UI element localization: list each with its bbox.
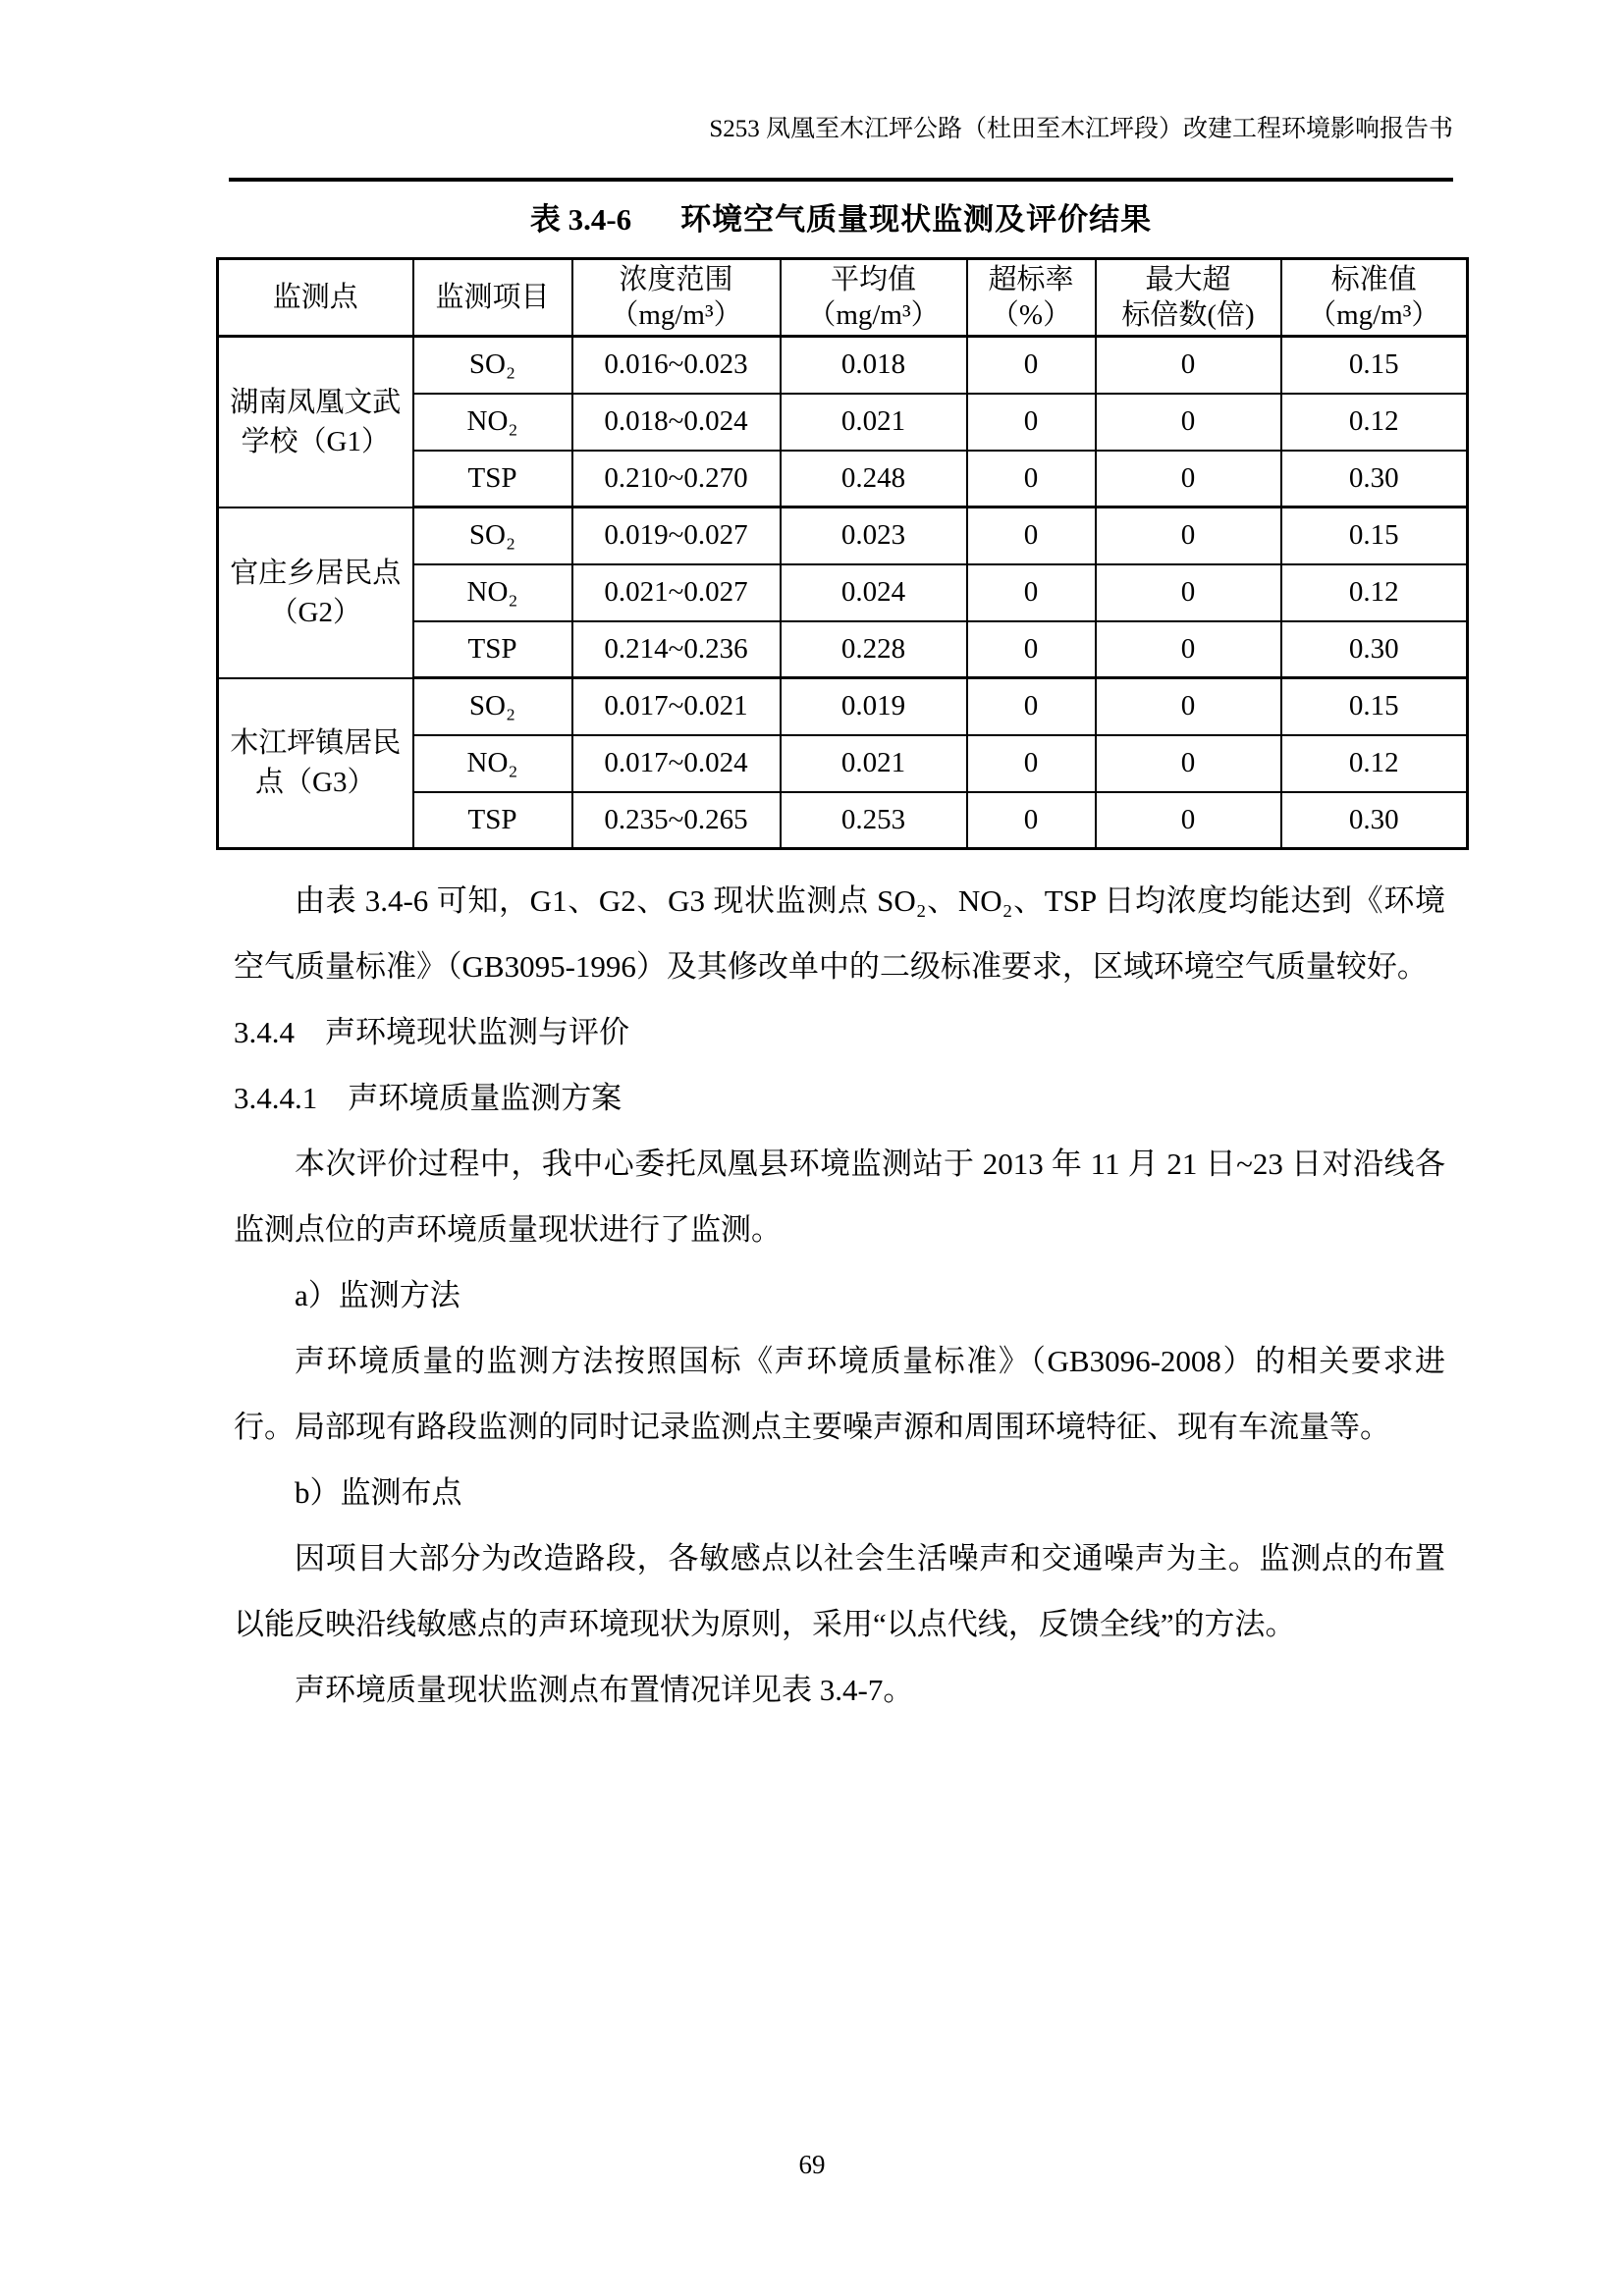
cell-item: SO₂ [413,507,572,564]
cell-average: 0.248 [781,451,967,507]
cell-max-exceed: 0 [1096,451,1281,507]
cell-range: 0.235~0.265 [572,792,781,849]
cell-max-exceed: 0 [1096,564,1281,621]
cell-exceed-rate: 0 [967,507,1096,564]
cell-exceed-rate: 0 [967,678,1096,735]
cell-standard: 0.15 [1281,337,1468,394]
page-number: 69 [798,2150,826,2179]
item-b-monitoring-points: b）监测布点 [295,1475,462,1510]
cell-standard: 0.12 [1281,735,1468,792]
cell-average: 0.228 [781,621,967,678]
cell-standard: 0.12 [1281,564,1468,621]
cell-standard: 0.15 [1281,507,1468,564]
cell-exceed-rate: 0 [967,337,1096,394]
cell-exceed-rate: 0 [967,394,1096,451]
cell-average: 0.019 [781,678,967,735]
col-header-site: 监测点 [218,259,413,337]
cell-max-exceed: 0 [1096,337,1281,394]
cell-average: 0.253 [781,792,967,849]
cell-exceed-rate: 0 [967,564,1096,621]
cell-range: 0.016~0.023 [572,337,781,394]
col-header-standard: 标准值 （mg/m³） [1281,259,1468,337]
cell-exceed-rate: 0 [967,621,1096,678]
running-header: S253 凤凰至木江坪公路（杜田至木江坪段）改建工程环境影响报告书 [709,116,1453,142]
table-row [218,337,1468,394]
heading-3-4-4-1: 3.4.4.1 声环境质量监测方案 [234,1081,623,1115]
cell-exceed-rate: 0 [967,735,1096,792]
cell-range: 0.021~0.027 [572,564,781,621]
cell-standard: 0.30 [1281,621,1468,678]
cell-average: 0.024 [781,564,967,621]
col-header-item: 监测项目 [413,259,572,337]
cell-range: 0.019~0.027 [572,507,781,564]
cell-max-exceed: 0 [1096,621,1281,678]
cell-item: SO₂ [413,337,572,394]
heading-3-4-4: 3.4.4 声环境现状监测与评价 [234,1015,629,1049]
paragraph-air-quality-conclusion: 由表 3.4-6 可知，G1、G2、G3 现状监测点 SO₂、NO₂、TSP 日均浓度均能达到《环境空气质量标准》（GB3095-1996）及其修改单中的二级标准要求，区域环境空气质量较好。 [234,883,1445,984]
paragraph-noise-survey: 本次评价过程中，我中心委托凤凰县环境监测站于 2013 年 11 月 21 日~23 日对沿线各监测点位的声环境质量现状进行了监测。 [234,1147,1445,1247]
cell-standard: 0.15 [1281,678,1468,735]
table-caption-label: 表 3.4-6 [529,202,632,237]
cell-item: TSP [413,451,572,507]
cell-exceed-rate: 0 [967,451,1096,507]
cell-average: 0.018 [781,337,967,394]
paragraph-monitoring-points: 因项目大部分为改造路段，各敏感点以社会生活噪声和交通噪声为主。监测点的布置以能反映沿线敏感点的声环境现状为原则，采用“以点代线，反馈全线”的方法。 [234,1541,1445,1641]
cell-item: TSP [413,621,572,678]
cell-max-exceed: 0 [1096,792,1281,849]
body-text [234,868,1445,1723]
col-header-max-exceed: 最大超 标倍数(倍) [1096,259,1281,337]
cell-standard: 0.30 [1281,451,1468,507]
cell-range: 0.018~0.024 [572,394,781,451]
cell-max-exceed: 0 [1096,735,1281,792]
site-cell-g3: 木江坪镇居民点（G3） [218,678,413,849]
table-row [218,507,1468,564]
cell-max-exceed: 0 [1096,394,1281,451]
table-row [218,678,1468,735]
cell-average: 0.021 [781,735,967,792]
cell-range: 0.017~0.024 [572,735,781,792]
cell-item: NO₂ [413,564,572,621]
cell-item: TSP [413,792,572,849]
cell-max-exceed: 0 [1096,678,1281,735]
paragraph-monitoring-method: 声环境质量的监测方法按照国标《声环境质量标准》（GB3096-2008）的相关要求进行。局部现有路段监测的同时记录监测点主要噪声源和周围环境特征、现有车流量等。 [234,1344,1445,1444]
cell-standard: 0.12 [1281,394,1468,451]
col-header-average: 平均值 （mg/m³） [781,259,967,337]
cell-exceed-rate: 0 [967,792,1096,849]
paragraph-see-table: 声环境质量现状监测点布置情况详见表 3.4-7。 [295,1673,914,1707]
header-rule [229,178,1453,182]
cell-item: NO₂ [413,735,572,792]
cell-range: 0.017~0.021 [572,678,781,735]
cell-average: 0.021 [781,394,967,451]
cell-item: SO₂ [413,678,572,735]
cell-standard: 0.30 [1281,792,1468,849]
site-cell-g1: 湖南凤凰文武学校（G1） [218,337,413,507]
cell-max-exceed: 0 [1096,507,1281,564]
col-header-range: 浓度范围 （mg/m³） [572,259,781,337]
air-quality-table [216,257,1469,850]
cell-range: 0.210~0.270 [572,451,781,507]
cell-item: NO₂ [413,394,572,451]
cell-range: 0.214~0.236 [572,621,781,678]
table-header-row [218,259,1468,337]
table-caption-title: 环境空气质量现状监测及评价结果 [680,202,1153,237]
cell-average: 0.023 [781,507,967,564]
site-cell-g2: 官庄乡居民点（G2） [218,507,413,678]
table-caption [216,196,1466,243]
col-header-exceed-rate: 超标率 （%） [967,259,1096,337]
item-a-monitoring-method: a）监测方法 [295,1278,460,1312]
